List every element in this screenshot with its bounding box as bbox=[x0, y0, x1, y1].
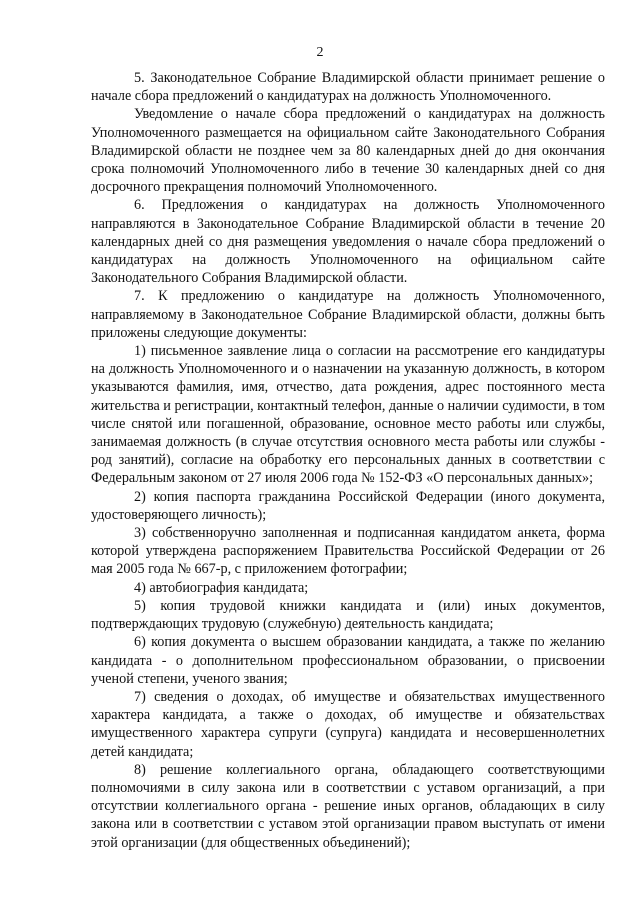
list-item-2-passport: 2) копия паспорта гражданина Российской Федерации (иного документа, удостоверяющего личность); bbox=[91, 488, 605, 523]
paragraph-7-documents: 7. К предложению о кандидатуре на должность Уполномоченного, направляемому в Законодательное Собрание Владимирской области, должны быть приложены следующие документы: bbox=[91, 288, 605, 341]
list-item-6-education: 6) копия документа о высшем образовании кандидата, а также по желанию кандидата - о дополнительном профессиональном образовании, о присвоении ученой степени, ученого звания; bbox=[91, 634, 605, 687]
document-body bbox=[91, 69, 605, 852]
paragraph-5-decision: 5. Законодательное Собрание Владимирской области принимает решение о начале сбора предложений о кандидатурах на должность Уполномоченного. bbox=[91, 70, 605, 105]
paragraph-6-proposals: 6. Предложения о кандидатурах на должность Уполномоченного направляются в Законодательное Собрание Владимирской области в течение 20 календарных дней со дня размещения уведомления о начале сбора предложений о кандидатурах на должность Уполномоченного на официальном сайте Законодательного Собрания Владимирской области. bbox=[91, 197, 605, 287]
list-item-5-employment-record: 5) копия трудовой книжки кандидата и (или) иных документов, подтверждающих трудовую (служебную) деятельность кандидата; bbox=[91, 597, 605, 633]
paragraph-notice-publication: Уведомление о начале сбора предложений о кандидатурах на должность Уполномоченного размещается на официальном сайте Законодательного Собрания Владимирской области не позднее чем за 80 календарных дней до дня окончания срока полномочий Уполномоченного либо в течение 30 календарных дней со дня досрочного прекращения полномочий Уполномоченного. bbox=[91, 106, 605, 196]
list-item-7-income: 7) сведения о доходах, об имуществе и обязательствах имущественного характера кандидата, а также о доходах, об имуществе и обязательствах имущественного характера супруги (супруга) кандидата и несовершеннолетних детей кандидата; bbox=[91, 688, 605, 760]
list-item-8-collegial-decision: 8) решение коллегиального органа, обладающего соответствующими полномочиями в силу закона или в соответствии с уставом организаций, а при отсутствии коллегиального органа - решение иных органов, обладающих в силу закона или в соответствии с уставом этой организации правом выступать от имени этой организации (для общественных объединений); bbox=[91, 761, 605, 851]
list-item-4-autobiography: 4) автобиография кандидата; bbox=[134, 579, 309, 596]
page-number: 2 bbox=[316, 45, 324, 60]
list-item-1-application: 1) письменное заявление лица о согласии на рассмотрение его кандидатуры на должность Уполномоченного и о назначении на указанную должность, в котором указываются фамилия, имя, отчество, дата рождения, адрес постоянного места жительства и регистрации, контактный телефон, данные о наличии судимости, в том числе снятой или погашенной, образование, основное место работы или службы, занимаемая должность (в случае отсутствия основного места работы или службы - род занятий), согласие на обработку его персональных данных в соответствии с Федеральным законом от 27 июля 2006 года № 152-ФЗ «О персональных данных»; bbox=[91, 343, 605, 487]
list-item-3-questionnaire: 3) собственноручно заполненная и подписанная кандидатом анкета, форма которой утверждена распоряжением Правительства Российской Федерации от 26 мая 2005 года № 667-р, с приложением фотографии; bbox=[91, 525, 605, 578]
